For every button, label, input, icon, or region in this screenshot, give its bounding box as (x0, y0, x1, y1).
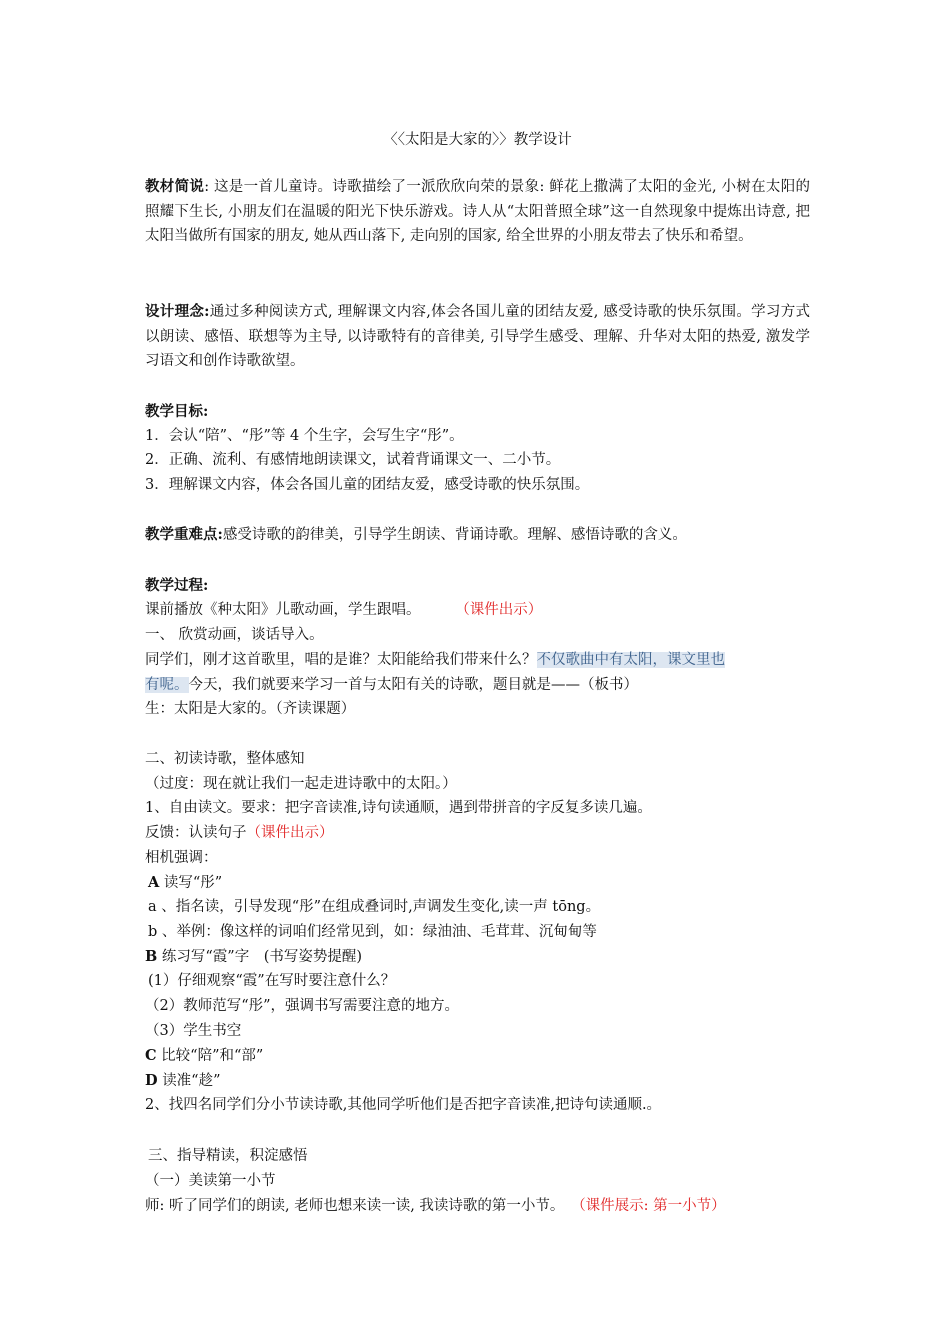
intro-paragraph (145, 175, 810, 249)
pre-class-text: 课前播放《种太阳》儿歌动画，学生跟唱。 (145, 602, 421, 618)
section-1-line-1 (145, 648, 725, 672)
process-heading: 教学过程: (145, 577, 209, 594)
item-a-label: A (148, 874, 160, 891)
section-3-subtitle: （一）美读第一小节 (145, 1173, 276, 1189)
item-b (145, 945, 362, 969)
concept-label: 设计理念: (145, 303, 210, 320)
highlighted-text-1: 不仅歌曲中有太阳，课文里也 (536, 652, 725, 668)
section-3-teacher (145, 1194, 726, 1218)
feedback-note: （课件出示） (246, 825, 334, 841)
item-a (148, 871, 222, 895)
goal-item-3: 3．理解课文内容，体会各国儿童的团结友爱，感受诗歌的快乐氛围。 (145, 477, 590, 493)
section-1-text-a: 同学们，刚才这首歌里，唱的是谁？太阳能给我们带来什么？ (145, 652, 537, 668)
section-2-feedback (145, 821, 334, 845)
section-2-step-2: 2、找四名同学们分小节读诗歌,其他同学听他们是否把字音读准,把诗句读通顺.。 (145, 1097, 662, 1113)
intro-text: : 这是一首儿童诗。诗歌描绘了一派欣欣向荣的景象: 鲜花上撒满了太阳的金光, 小树在太阳的照耀下生长, 小朋友们在温暖的阳光下快乐游戏。诗人从“太阳普照全球”这一自然现象中提炼出诗意, 把太阳当做所有国家的朋友, 她从西山落下, 走向别的国家, 给全世界的小朋友带去了快乐和希望。 (145, 179, 810, 244)
highlighted-text-2: 有呢。 (145, 677, 189, 693)
section-2-title: 二、初读诗歌，整体感知 (145, 751, 305, 767)
teacher-text: 师: 听了同学们的朗读, 老师也想来读一读, 我读诗歌的第一小节。 (145, 1198, 565, 1214)
goal-item-1: 1．会认“陪”、“彤”等 4 个生字，会写生字“彤”。 (145, 428, 464, 444)
item-d-label: D (145, 1072, 158, 1089)
pre-class-note: （课件出示） (462, 602, 543, 618)
section-2-transition: （过度：现在就让我们一起走进诗歌中的太阳。） (145, 776, 457, 792)
key-label: 教学重难点: (145, 526, 223, 543)
item-c-text: 比较“陪”和“部” (161, 1048, 264, 1064)
concept-paragraph (145, 300, 810, 374)
item-b-2: （2）教师范写“彤”，强调书写需要注意的地方。 (145, 998, 460, 1014)
item-d-text: 读准“趁” (162, 1073, 221, 1089)
item-b-text: 练习写“霞”字 (书写姿势提醒) (161, 949, 363, 965)
section-1-line-3: 生：太阳是大家的。（齐读课题） (145, 701, 356, 717)
section-1-text-b: 今天，我们就要来学习一首与太阳有关的诗歌，题目就是——（板书） (188, 677, 638, 693)
key-points (145, 523, 687, 547)
pre-class-line (145, 598, 542, 622)
item-b-label: B (145, 948, 158, 965)
section-3-title: 三、指导精读，积淀感悟 (148, 1148, 308, 1164)
goals-heading: 教学目标: (145, 403, 209, 420)
intro-label: 教材简说 (145, 178, 205, 195)
key-text: 感受诗歌的韵律美，引导学生朗读、背诵诗歌。理解、感悟诗歌的含义。 (222, 527, 687, 543)
section-2-emphasis: 相机强调： (145, 850, 218, 866)
item-c (145, 1044, 263, 1068)
item-a-text: 读写“彤” (163, 875, 223, 891)
document-title: 〈〈太阳是大家的〉〉教学设计 (383, 132, 572, 148)
section-1-title: 一、 欣赏动画，谈话导入。 (145, 627, 324, 643)
feedback-text: 反馈：认读句子 (145, 825, 247, 841)
goal-item-2: 2．正确、流利、有感情地朗读课文，试着背诵课文一、二小节。 (145, 452, 561, 468)
item-d (145, 1069, 221, 1093)
section-2-step-1: 1、自由读文。要求：把字音读准,诗句读通顺，遇到带拼音的字反复多读几遍。 (145, 800, 652, 816)
item-b-1: (1）仔细观察“霞”在写时要注意什么？ (148, 973, 396, 989)
section-1-line-2 (145, 673, 638, 697)
item-c-label: C (145, 1047, 157, 1064)
item-a-2: b 、举例：像这样的词咱们经常见到，如：绿油油、毛茸茸、沉甸甸等 (148, 924, 597, 940)
item-b-3: （3）学生书空 (145, 1023, 242, 1039)
item-a-1: a 、指名读，引导发现“彤”在组成叠词时,声调发生变化,读一声 tōng。 (148, 899, 601, 915)
teacher-note: （课件展示: 第一小节） (578, 1198, 726, 1214)
concept-text: 通过多种阅读方式, 理解课文内容,体会各国儿童的团结友爱, 感受诗歌的快乐氛围。学习方式以朗读、感悟、联想等为主导, 以诗歌特有的音律美, 引导学生感受、理解、升华对太阳的热爱, 激发学习语文和创作诗歌欲望。 (145, 304, 810, 369)
